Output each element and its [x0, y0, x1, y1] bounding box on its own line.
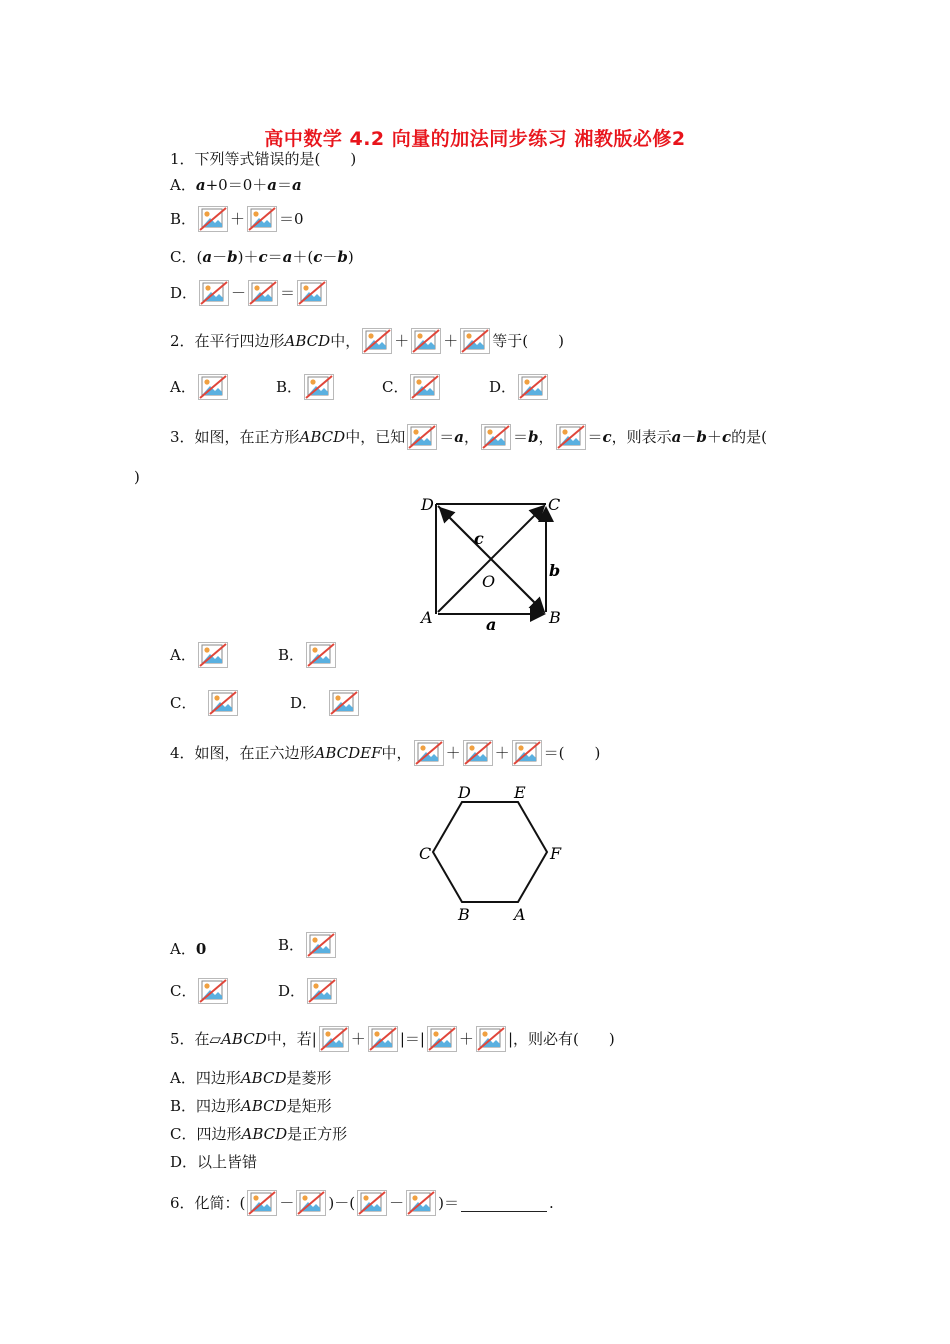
broken-image-icon	[476, 1026, 506, 1052]
q5-stem: 5．在▱ ABCD 中，若| ＋ |＝| ＋ |，则必有( )	[170, 1026, 615, 1052]
q3-option-b: B．	[278, 642, 338, 668]
q3-option-c: C．	[170, 690, 240, 716]
broken-image-icon	[460, 328, 490, 354]
broken-image-icon	[357, 1190, 387, 1216]
label-c: C	[419, 844, 432, 863]
broken-image-icon	[411, 328, 441, 354]
broken-image-icon	[410, 374, 440, 400]
broken-image-icon	[427, 1026, 457, 1052]
broken-image-icon	[407, 424, 437, 450]
broken-image-icon	[198, 206, 228, 232]
label-c: C	[548, 495, 561, 514]
broken-image-icon	[306, 932, 336, 958]
q3-stem: 3．如图，在正方形 ABCD 中，已知 ＝ a ， ＝ b ， ＝ c ，则表示 a － b ＋ c 的是(	[170, 424, 767, 450]
broken-image-icon	[208, 690, 238, 716]
label-vec-b: b	[549, 561, 561, 580]
q2-option-d: D．	[489, 374, 550, 400]
label-e: E	[514, 783, 526, 802]
label-vec-c: c	[474, 529, 484, 548]
hexagon-figure	[416, 780, 566, 925]
broken-image-icon	[518, 374, 548, 400]
broken-image-icon	[296, 1190, 326, 1216]
q5-option-b: B．四边形 ABCD 是矩形	[170, 1097, 332, 1115]
broken-image-icon	[248, 280, 278, 306]
q4-stem: 4．如图，在正六边形 ABCDEF 中， ＋ ＋ ＝( )	[170, 740, 600, 766]
answer-blank[interactable]	[461, 1195, 547, 1212]
q1-stem: 1．下列等式错误的是( )	[170, 150, 357, 168]
broken-image-icon	[463, 740, 493, 766]
broken-image-icon	[362, 328, 392, 354]
q5-option-c: C．四边形 ABCD 是正方形	[170, 1125, 348, 1143]
broken-image-icon	[368, 1026, 398, 1052]
square-figure	[418, 490, 568, 630]
broken-image-icon	[297, 280, 327, 306]
q2-stem: 2．在平行四边形 ABCD 中， ＋ ＋ 等于( )	[170, 328, 564, 354]
broken-image-icon	[307, 978, 337, 1004]
q1-option-c: C． ( a － b )＋ c ＝ a ＋( c － b )	[170, 248, 354, 266]
broken-image-icon	[319, 1026, 349, 1052]
label-o: O	[482, 572, 496, 591]
broken-image-icon	[414, 740, 444, 766]
q4-option-a: A． 0	[170, 940, 207, 958]
broken-image-icon	[198, 642, 228, 668]
label-d: D	[458, 783, 471, 802]
q2-option-b: B．	[276, 374, 336, 400]
broken-image-icon	[198, 374, 228, 400]
q3-option-a: A．	[170, 642, 230, 668]
label-a: A	[514, 905, 526, 924]
broken-image-icon	[481, 424, 511, 450]
q5-option-d: D．以上皆错	[170, 1153, 258, 1171]
label-vec-a: a	[486, 615, 497, 630]
label-f: F	[550, 844, 562, 863]
q6-stem: 6．化简：( － )－( － )＝ .	[170, 1190, 554, 1216]
q4-option-c: C．	[170, 978, 230, 1004]
label-b: B	[549, 608, 561, 627]
q1-option-b: B． ＋ ＝0	[170, 206, 304, 232]
broken-image-icon	[556, 424, 586, 450]
label-b: B	[458, 905, 470, 924]
broken-image-icon	[247, 206, 277, 232]
q1-option-d: D． － ＝	[170, 280, 329, 306]
broken-image-icon	[406, 1190, 436, 1216]
broken-image-icon	[199, 280, 229, 306]
page-title: 高中数学 4.2 向量的加法同步练习 湘教版必修2	[264, 128, 686, 150]
q3-stem-close: )	[134, 468, 140, 486]
q2-option-a: A．	[170, 374, 230, 400]
q5-option-a: A．四边形 ABCD 是菱形	[170, 1069, 332, 1087]
label-a: A	[421, 608, 433, 627]
q2-option-c: C．	[382, 374, 442, 400]
q4-option-d: D．	[278, 978, 339, 1004]
q3-option-d: D．	[290, 690, 361, 716]
q4-option-b: B．	[278, 932, 338, 958]
broken-image-icon	[304, 374, 334, 400]
broken-image-icon	[247, 1190, 277, 1216]
broken-image-icon	[306, 642, 336, 668]
broken-image-icon	[512, 740, 542, 766]
broken-image-icon	[198, 978, 228, 1004]
label-d: D	[421, 495, 434, 514]
q1-option-a: A． a +0＝0＋ a ＝ a	[170, 176, 302, 194]
broken-image-icon	[329, 690, 359, 716]
